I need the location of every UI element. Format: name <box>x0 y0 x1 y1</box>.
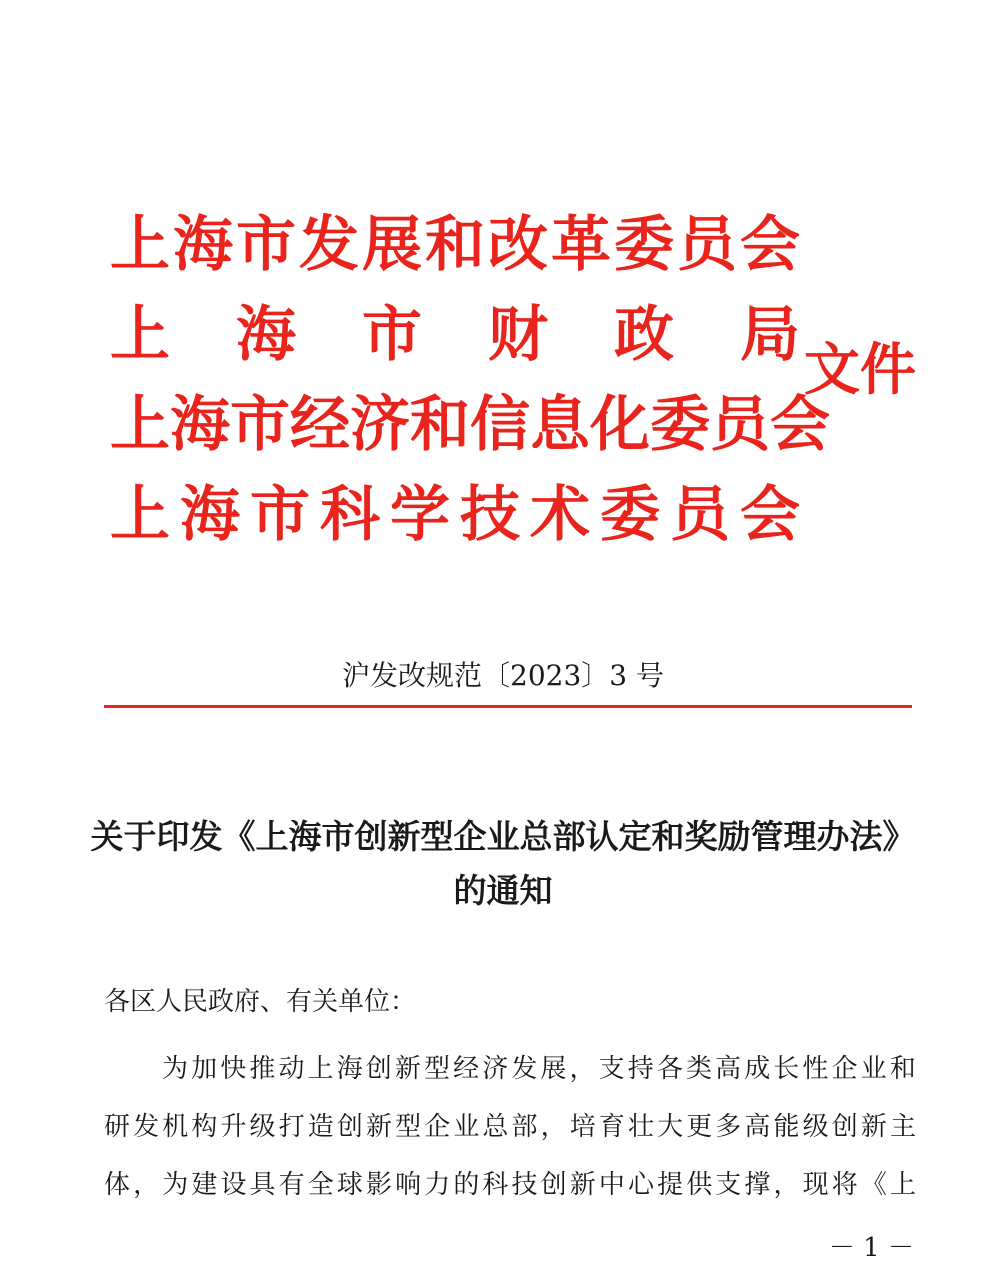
glyph: 市 <box>362 300 422 370</box>
issuer-ndrc <box>110 200 800 290</box>
issuer-sci-tech-commission <box>110 470 800 560</box>
glyph: 展 <box>362 210 422 280</box>
glyph: 学 <box>390 480 450 550</box>
glyph: 技 <box>511 1170 538 1200</box>
glyph: 撑 <box>744 1170 771 1200</box>
glyph: 长 <box>773 1054 800 1084</box>
glyph: 建 <box>191 1170 218 1200</box>
glyph: 育 <box>598 1112 625 1142</box>
glyph: 市 <box>230 390 290 460</box>
glyph: 将 <box>831 1170 858 1200</box>
glyph: 为 <box>162 1170 189 1200</box>
issuing-authorities <box>110 200 830 560</box>
glyph: 海 <box>336 1054 363 1084</box>
glyph: 创 <box>540 1170 567 1200</box>
glyph: 多 <box>715 1112 742 1142</box>
glyph: 推 <box>249 1054 276 1084</box>
glyph: 提 <box>657 1170 684 1200</box>
glyph: 发 <box>299 210 359 280</box>
glyph: 委 <box>600 480 660 550</box>
glyph: 《 <box>860 1170 887 1200</box>
glyph: 技 <box>460 480 520 550</box>
glyph: 市 <box>250 480 310 550</box>
document-suffix: 文件 <box>804 337 916 403</box>
glyph: ， <box>569 1054 596 1084</box>
glyph: 政 <box>614 300 674 370</box>
glyph: 为 <box>162 1054 189 1084</box>
glyph: 海 <box>170 390 230 460</box>
glyph: 和 <box>425 210 485 280</box>
salutation: 各区人民政府、有关单位： <box>104 987 417 1017</box>
glyph: 企 <box>424 1112 451 1142</box>
glyph: 性 <box>802 1054 829 1084</box>
glyph: 响 <box>395 1170 422 1200</box>
title-line-2: 的通知 <box>453 871 553 910</box>
glyph: 信 <box>470 390 530 460</box>
glyph: 和 <box>889 1054 916 1084</box>
glyph: 委 <box>614 210 674 280</box>
glyph: ， <box>133 1170 160 1200</box>
glyph: 创 <box>336 1112 363 1142</box>
glyph: 造 <box>307 1112 334 1142</box>
glyph: 科 <box>320 480 380 550</box>
glyph: 化 <box>590 390 650 460</box>
glyph: 和 <box>410 390 470 460</box>
glyph: 供 <box>686 1170 713 1200</box>
issuer-finance-bureau <box>110 290 800 380</box>
glyph: 经 <box>453 1054 480 1084</box>
glyph: 上 <box>110 390 170 460</box>
glyph: 创 <box>831 1112 858 1142</box>
glyph: 术 <box>530 480 590 550</box>
glyph: 海 <box>180 480 240 550</box>
glyph: 上 <box>110 210 170 280</box>
glyph: 会 <box>770 390 830 460</box>
glyph: 现 <box>802 1170 829 1200</box>
glyph: 快 <box>220 1054 247 1084</box>
glyph: 创 <box>365 1054 392 1084</box>
glyph: 市 <box>236 210 296 280</box>
glyph: 全 <box>307 1170 334 1200</box>
glyph: 壮 <box>627 1112 654 1142</box>
page-number: － 1 － <box>828 1233 914 1263</box>
glyph: 总 <box>482 1112 509 1142</box>
glyph: 加 <box>191 1054 218 1084</box>
glyph: 培 <box>569 1112 596 1142</box>
glyph: 级 <box>802 1112 829 1142</box>
glyph: 构 <box>191 1112 218 1142</box>
glyph: 发 <box>133 1112 160 1142</box>
glyph: 业 <box>453 1112 480 1142</box>
glyph: 革 <box>551 210 611 280</box>
glyph: 财 <box>488 300 548 370</box>
body-line-1 <box>104 1040 916 1098</box>
glyph: 打 <box>278 1112 305 1142</box>
glyph: 新 <box>365 1112 392 1142</box>
glyph: 中 <box>598 1170 625 1200</box>
glyph: 新 <box>394 1054 421 1084</box>
glyph: 支 <box>598 1054 625 1084</box>
glyph: 升 <box>220 1112 247 1142</box>
glyph: 具 <box>249 1170 276 1200</box>
glyph: 息 <box>530 390 590 460</box>
glyph: 型 <box>395 1112 422 1142</box>
glyph: 海 <box>173 210 233 280</box>
glyph: 新 <box>860 1112 887 1142</box>
glyph: 会 <box>740 480 800 550</box>
glyph: 型 <box>423 1054 450 1084</box>
glyph: ， <box>540 1112 567 1142</box>
body-paragraph <box>104 1040 916 1214</box>
glyph: 影 <box>365 1170 392 1200</box>
glyph: 能 <box>773 1112 800 1142</box>
glyph: 科 <box>482 1170 509 1200</box>
glyph: 持 <box>627 1054 654 1084</box>
glyph: 上 <box>889 1170 916 1200</box>
glyph: 主 <box>889 1112 916 1142</box>
issuer-economy-it-commission <box>110 380 830 470</box>
glyph: 上 <box>110 480 170 550</box>
glyph: 展 <box>540 1054 567 1084</box>
document-title <box>60 810 946 918</box>
glyph: 海 <box>236 300 296 370</box>
glyph: 设 <box>220 1170 247 1200</box>
document-number: 沪发改规范〔2023〕3 号 <box>342 659 664 692</box>
glyph: 机 <box>162 1112 189 1142</box>
glyph: 上 <box>307 1054 334 1084</box>
glyph: 新 <box>569 1170 596 1200</box>
glyph: 支 <box>715 1170 742 1200</box>
glyph: 高 <box>744 1112 771 1142</box>
glyph: 高 <box>715 1054 742 1084</box>
glyph: 各 <box>656 1054 683 1084</box>
glyph: 改 <box>488 210 548 280</box>
glyph: 心 <box>627 1170 654 1200</box>
glyph: 力 <box>424 1170 451 1200</box>
glyph: 经 <box>290 390 350 460</box>
glyph: 部 <box>511 1112 538 1142</box>
glyph: 会 <box>740 210 800 280</box>
glyph: 济 <box>482 1054 509 1084</box>
glyph: 成 <box>744 1054 771 1084</box>
glyph: 局 <box>740 300 800 370</box>
glyph: 研 <box>104 1112 131 1142</box>
glyph: 有 <box>278 1170 305 1200</box>
glyph: 员 <box>710 390 770 460</box>
title-line-1: 关于印发《上海市创新型企业总部认定和奖励管理办法》 <box>90 817 916 856</box>
glyph: 的 <box>453 1170 480 1200</box>
glyph: ， <box>773 1170 800 1200</box>
glyph: 企 <box>831 1054 858 1084</box>
glyph: 体 <box>104 1170 131 1200</box>
glyph: 更 <box>686 1112 713 1142</box>
red-separator-rule <box>104 705 912 708</box>
glyph: 级 <box>249 1112 276 1142</box>
glyph: 委 <box>650 390 710 460</box>
body-line-3 <box>104 1156 916 1214</box>
glyph: 济 <box>350 390 410 460</box>
glyph: 大 <box>657 1112 684 1142</box>
glyph: 动 <box>278 1054 305 1084</box>
glyph: 员 <box>677 210 737 280</box>
body-line-2 <box>104 1098 916 1156</box>
glyph: 发 <box>511 1054 538 1084</box>
glyph: 员 <box>670 480 730 550</box>
glyph: 上 <box>110 300 170 370</box>
glyph: 球 <box>336 1170 363 1200</box>
glyph: 业 <box>860 1054 887 1084</box>
glyph: 类 <box>685 1054 712 1084</box>
